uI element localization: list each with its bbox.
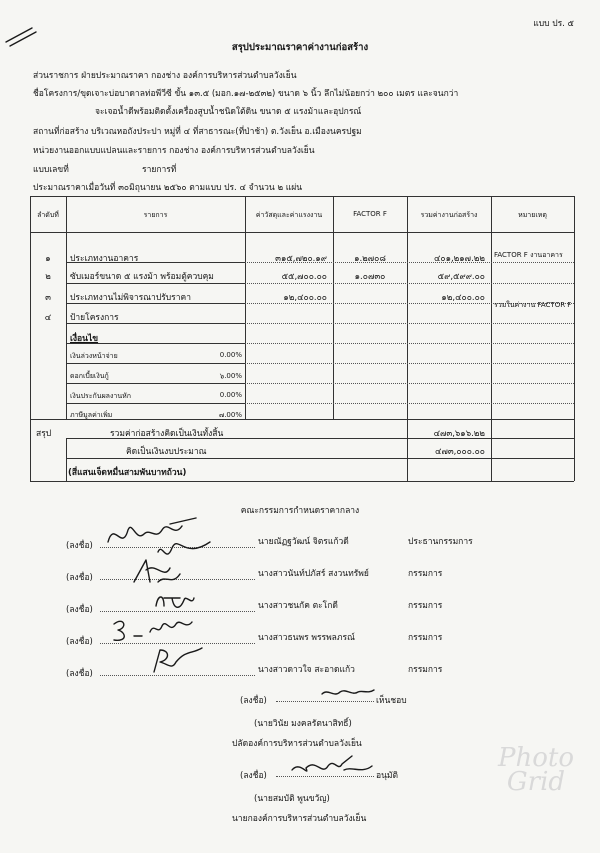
condition-2-value: ๖.00% xyxy=(219,372,242,380)
signature-approval-1 xyxy=(318,684,378,702)
col-header-no: ลำดับที่ xyxy=(37,211,59,219)
col-header-total: รวมค่างานก่อสร้าง xyxy=(420,211,478,219)
approval-1-title: ปลัดองค์การบริหารส่วนตำบลวังเย็น xyxy=(232,739,362,749)
col-header-item: รายการ xyxy=(143,211,168,219)
form-code: แบบ ปร. ๕ xyxy=(533,19,574,29)
row-3-cost: ๑๒,๔๐๐.๐๐ xyxy=(283,293,327,303)
condition-1-label: เงินล่วงหน้าจ่าย xyxy=(70,352,118,360)
row-3-no: ๓ xyxy=(45,293,51,303)
budget-label: คิดเป็นเงินงบประมาณ xyxy=(126,447,207,457)
member-3-name: นางสาวชนกัค ตะโกดี xyxy=(258,601,338,611)
row-1-item: ประเภทงานอาคาร xyxy=(70,254,139,264)
summary-label: สรุป xyxy=(36,429,52,439)
member-1-role: ประธานกรรมการ xyxy=(408,537,473,547)
col-header-note: หมายเหตุ xyxy=(518,211,547,219)
approval-1-action: เห็นชอบ xyxy=(376,696,407,706)
sign-prefix-3: (ลงชื่อ) xyxy=(66,605,93,615)
signature-2 xyxy=(128,552,188,592)
row-4-item: ป้ายโครงการ xyxy=(70,313,119,323)
condition-2-label: ดอกเบี้ยเงินกู้ xyxy=(70,372,109,380)
approval-1-sign-prefix: (ลงชื่อ) xyxy=(240,696,267,706)
signature-5 xyxy=(146,644,206,678)
condition-1-value: 0.00% xyxy=(219,351,242,359)
approval-2-title: นายกองค์การบริหารส่วนตำบลวังเย็น xyxy=(232,814,367,824)
row-4-no: ๔ xyxy=(44,313,52,323)
approval-2-sign-prefix: (ลงชื่อ) xyxy=(240,771,267,781)
sign-prefix-2: (ลงชื่อ) xyxy=(66,573,93,583)
condition-3-value: 0.00% xyxy=(219,391,242,399)
row-2-factor: ๑.๐๗๓๐ xyxy=(354,272,386,282)
row-1-no: ๑ xyxy=(45,254,51,264)
member-1-name: นายณัฏฐวัฒน์ จิตรแก้วดี xyxy=(258,537,349,547)
member-2-name: นางสาวนันท์ปภัสร์ สงวนทรัพย์ xyxy=(258,569,369,579)
row-2-no: ๒ xyxy=(45,272,51,282)
items-label: รายการที่ xyxy=(142,165,177,175)
project-line-1: ชื่อโครงการ/ขุดเจาะบ่อบาดาลท่อพีวีซี ขั้น ๑๓.๕ (มอก.๑๗-๒๕๓๒) ขนาด ๖ นิ้ว ลึกไม่น้อยกว่า ๒๐๐ เมตร และจนกว่า xyxy=(33,89,459,99)
condition-3-label: เงินประกันผลงานหัก xyxy=(70,392,131,400)
signature-approval-2 xyxy=(286,752,376,782)
designer-line: หน่วยงานออกแบบแปลนและรายการ กองช่าง องค์การบริหารส่วนตำบลวังเย็น xyxy=(33,146,315,156)
signature-4 xyxy=(106,614,196,648)
department-line: ส่วนราชการ ฝ่ายประมาณราคา กองช่าง องค์การบริหารส่วนตำบลวังเย็น xyxy=(33,71,297,81)
col-header-factor: FACTOR F xyxy=(353,210,387,218)
member-3-role: กรรมการ xyxy=(408,601,443,611)
amount-in-words: (สี่แสนเจ็ดหมื่นสามพันบาทถ้วน) xyxy=(68,468,187,478)
row-2-item: ซับเมอร์ขนาด ๕ แรงม้า พร้อมตู้ควบคุม xyxy=(70,272,214,282)
row-1-total: ๔๐๑,๒๑๗.๒๒ xyxy=(433,254,485,264)
sum-total-label: รวมค่าก่อสร้างคิดเป็นเงินทั้งสิ้น xyxy=(110,429,224,439)
plan-number-label: แบบเลขที่ xyxy=(33,165,69,175)
member-5-role: กรรมการ xyxy=(408,665,443,675)
sign-prefix-5: (ลงชื่อ) xyxy=(66,669,93,679)
budget-value: ๔๗๓,๐๐๐.๐๐ xyxy=(435,447,485,457)
conditions-title: เงื่อนไข xyxy=(70,334,99,344)
row-3-item: ประเภทงานไม่พิจารณาปรับราคา xyxy=(70,293,191,303)
row-1-note: FACTOR F งานอาคาร xyxy=(494,251,563,259)
condition-4-value: ๗.00% xyxy=(218,411,242,419)
approval-2-action: อนุมัติ xyxy=(376,771,399,781)
row-4-note: รวมในค่างาน FACTOR F xyxy=(494,301,572,309)
row-2-total: ๕๙,๕๙๙.๐๐ xyxy=(437,272,485,282)
estimate-date-line: ประมาณราคาเมื่อวันที่ ๓๐มิถุนายน ๒๕๖๐ ตามแบบ ปร. ๔ จำนวน ๒ แผ่น xyxy=(33,183,303,193)
row-1-factor: ๑.๒๗๐๘ xyxy=(354,254,386,264)
row-2-cost: ๕๕,๗๐๐.๐๐ xyxy=(281,272,327,282)
approval-2-name: (นายสมบัติ พูนขวัญ) xyxy=(254,794,330,804)
row-3-total: ๑๒,๔๐๐.๐๐ xyxy=(441,293,485,303)
member-4-name: นางสาวธนพร พรรพลภรณ์ xyxy=(258,633,355,643)
signature-3 xyxy=(150,588,200,616)
committee-title: คณะกรรมการกำหนดราคากลาง xyxy=(240,506,360,516)
document-title: สรุปประมาณราคาค่างานก่อสร้าง xyxy=(231,42,369,53)
member-5-name: นางสาวดาวใจ สะอาดแก้ว xyxy=(258,665,355,675)
condition-4-label: ภาษีมูลค่าเพิ่ม xyxy=(70,411,113,419)
approval-1-name: (นายวินัย มงคลรัตนาสิทธิ์) xyxy=(254,719,352,729)
photo-grid-watermark: Photo Grid xyxy=(498,743,574,797)
member-2-role: กรรมการ xyxy=(408,569,443,579)
sum-total-value: ๔๗๓,๖๑๖.๒๒ xyxy=(433,429,485,439)
row-1-cost: ๓๑๕,๗๒๐.๑๙ xyxy=(275,254,327,264)
sign-prefix-1: (ลงชื่อ) xyxy=(66,541,93,551)
col-header-cost: ค่าวัสดุและค่าแรงงาน xyxy=(255,211,323,219)
location-line: สถานที่ก่อสร้าง บริเวณหอถังประปา หมู่ที่ ๔ ที่สาธารณะ(ที่ป่าช้า) ต.วังเย็น อ.เมืองนครปฐม xyxy=(33,127,362,137)
sign-prefix-4: (ลงชื่อ) xyxy=(66,637,93,647)
project-line-2: จะเจอน้ำดีพร้อมติดตั้งเครื่องสูบน้ำชนิดใต้ดิน ขนาด ๕ แรงม้าและอุปกรณ์ xyxy=(95,107,362,117)
member-4-role: กรรมการ xyxy=(408,633,443,643)
